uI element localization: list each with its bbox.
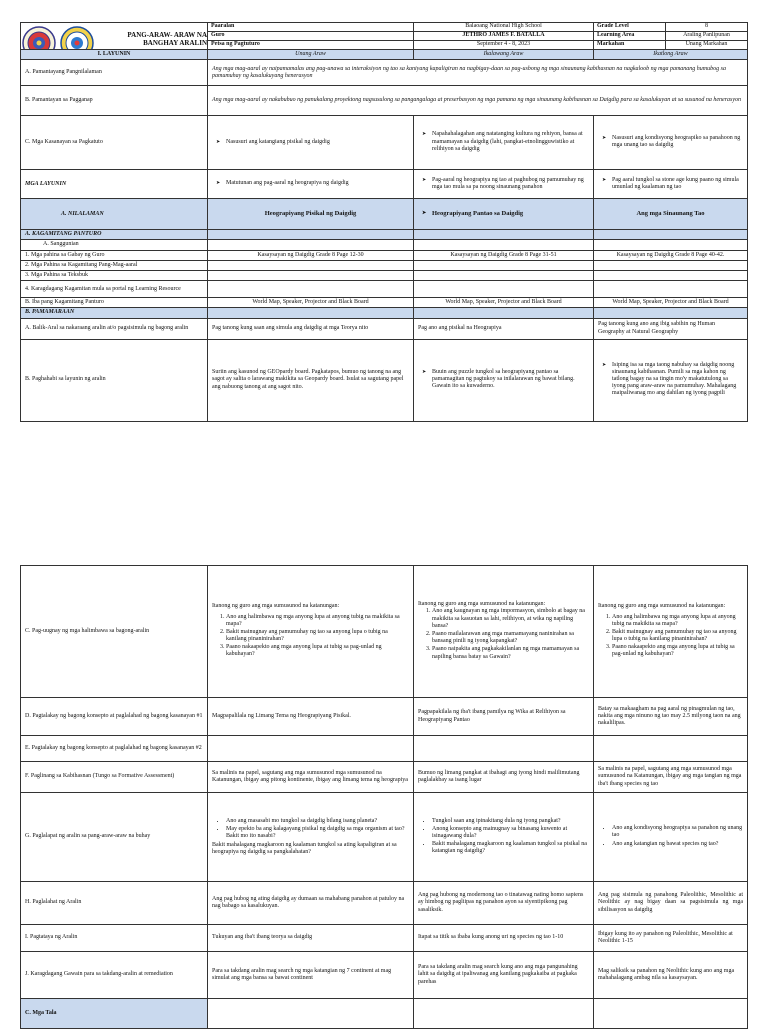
- gabay-day1: Kasaysayan ng Daigdig Grade 8 Page 12-30: [208, 250, 414, 260]
- header-logo-cell: [21, 23, 208, 50]
- f-label: F. Paglinang sa Kabihasnan (Tungo sa Formative Assessment): [21, 762, 208, 793]
- pag-ugnay-day3-q3: 3. Paano nakaapekto ang mga anyong lupa at tubig sa pag-unlad ng kabuhayan?: [612, 644, 743, 658]
- pag-ugnay-intro-day2: Itanong ng guro ang mga sumusunod na katanungan:: [418, 601, 546, 608]
- pagganap-text: Ang mga mag-aaral ay nakabubuo ng panukalang proyektong nagsusulong sa pangangalaga at preserbasyon ng mga pamana ng mga sinaunang kabihasnan sa Daigdig para sa kasalukuyan at sa susunod na henerasyon: [208, 86, 748, 116]
- pag-ugnay-day1-q3: 3. Paano nakaapekto ang mga anyong lupa at tubig sa pag-unlad ng kabuhayan?: [226, 644, 409, 658]
- g-day3-item1: • Ano ang kondisyong heograpiya sa panahon ng unang tao: [612, 825, 743, 839]
- pag-ugnay-day2-q1: 1. Ano ang kaugnayan ng mga impormasyon, simbolo at bagay na makikita sa kasuotan sa lahi, relihiyon, at wika ng napiling bansa?: [432, 608, 589, 630]
- iba-day2: World Map, Speaker, Projector and Black Board: [414, 298, 594, 308]
- d-label: D. Pagtalakay ng bagong konsepto at paglalahad ng bagong kasanayan #1: [21, 698, 208, 736]
- f-day3: Sa malinis na papel, sagutang ang mga sumusunod mga sumusunod na Katanungan, ibigay ang mga tangian ng mga iba't ibang species ng tao: [594, 762, 748, 793]
- kasanayan-day1: ➤ Nasusuri ang katangiang pisikal ng daigdig: [226, 139, 409, 146]
- h-day2: Ang pag hubong ng modernong tao o tinatawag nating homo sapiens ay himbog ng pagliipas ng panahon ayon sa siyentipikong pag sasaliksik.: [414, 882, 594, 925]
- paghahabi-day1: Suriin ang kasunod ng GEOpardy board. Pagkatapos, bumuo ng tanong na ang sagot ay salita o larawang makikita sa Geopardy board. Isulat sa sagutang papel ang nabuong tanong at ang sagot nito.: [208, 339, 414, 421]
- pamantayan-label: A. Pamantayang Pangnilalaman: [21, 60, 208, 86]
- g-label: G. Paglalapat ng aralin sa pang-araw-araw na buhay: [21, 793, 208, 882]
- plan-title-line1: PANG-ARAW- ARAW NA: [127, 30, 207, 39]
- j-label: J. Karagdagang Gawain para sa takdang-aralin at remediation: [21, 952, 208, 999]
- date-value: September 4 - 8, 2023: [414, 41, 594, 50]
- mga-layunin-label: MGA LAYUNIN: [21, 170, 208, 199]
- gabay-day3: Kasaysayan ng Daigdig Grade 8 Page 40-42.: [594, 250, 748, 260]
- pag-ugnay-intro-day3: Itanong ng guro ang mga sumusunod na katanungan:: [598, 603, 726, 610]
- layunin-day2: ➤ Pag-aaral ng heograpiya ng tao at paghubog ng pamumuhay ng mga tao mula sa pa noong sinaunang panahon: [432, 177, 589, 191]
- balik-day3: Pag tanong kung ano ang ibig sabihin ng Human Geography at Natural Geography: [594, 318, 748, 339]
- sanggunian-label: A. Sanggunian: [21, 240, 208, 250]
- balik-day2: Pag ano ang pisikal na Heograpiya: [414, 318, 594, 339]
- f-day1: Sa malinis na papel, sagutang ang mga sumusunod mga sumusunod na Katanungan, ibigay ang pitong kontinente, ibigay ang limang tema ng heograpiya: [208, 762, 414, 793]
- paghahabi-day3: ➤ Isiping isa sa mga taong nabuhay sa daigdig noong sinaunang kabihasnan. Pumili sa mga kahon ng tatlong bagay na sa tingin mo'y makatutulong sa iyong pang araw-araw na pamumuhay. Mahalagang maipaliwanag mo ang dahilan ng iyong pagpili: [612, 362, 743, 398]
- lr-label: 4. Karagdagang Kagamitan mula sa portal ng Learning Resource: [21, 281, 208, 298]
- quarter-label: Markahan: [594, 41, 666, 50]
- h-day1: Ang pag hubog ng ating daigdig ay dumaan sa mahabang panahon at patuloy na nag babago sa kasalukuyan.: [208, 882, 414, 925]
- pag-ugnay-day3-q2: 2. Bakit mainugnay ang pamumuhay ng tao sa anyong lupa o tubig na kanilang pinaninirahan?: [612, 629, 743, 643]
- kagamitan-label: A. KAGAMITANG PANTURO: [21, 230, 208, 240]
- plan-title-line2: BANGHAY ARALIN: [143, 39, 207, 47]
- d-day2: Pagpapakilala ng iba't ibang pamilya ng Wika at Relihiyon sa Heograpiyang Pantao: [414, 698, 594, 736]
- d-day1: Magpapalilala ng Limang Tema ng Heograpiyang Pisikal.: [208, 698, 414, 736]
- teksbuk-label: 3. Mga Pahina sa Teksbuk: [21, 270, 208, 280]
- h-day3: Ang pag sisimula ng panahong Paleolithic, Mesolithic at Neolithic ay nag bigay daan sa pagsisimula ng mga sibilisasyon sa daigdig: [594, 882, 748, 925]
- g-day1-item2: • May epekto ba ang kalagayang pisikal ng daigdig sa mga organism at tao? Bakit mo ito nasabi?: [226, 826, 409, 840]
- g-day2-item1: • Tungkol saan ang ipinakitang dula ng iyong pangkat?: [432, 818, 589, 825]
- iba-day1: World Map, Speaker, Projector and Black Board: [208, 298, 414, 308]
- paghahabi-label: B. Paghahabi sa layunin ng aralin: [21, 339, 208, 421]
- nilalaman-label: A. NILALAMAN: [21, 199, 208, 230]
- day3-header: Ikatlong Araw: [594, 50, 748, 60]
- gabay-label: 1. Mga pahina sa Gabay ng Guro: [21, 250, 208, 260]
- pag-ugnay-day1-q2: 2. Bakit mainugnay ang pamumuhay ng tao sa anyong lupa o tubig na kanilang pinaninirahan?: [226, 629, 409, 643]
- i-day1: Tukuyan ang iba't ibang teorya sa daigdig: [208, 925, 414, 952]
- i-day2: Itapat sa titik sa ibaba kung anong uri ng species ng tao 1-10: [414, 925, 594, 952]
- layunin-day1: ➤ Matutunan ang pag-aaral ng heograpiya ng daigdig: [226, 180, 409, 187]
- kasanayan-label: C. Mga Kasanayan sa Pagkatuto: [21, 116, 208, 170]
- g-day1-after: Bakit mahalagang magkaroon ng kaalaman tungkol sa ating kapaligiran at sa heograpiya ng daigdig sa pangkalahatan?: [212, 841, 397, 855]
- f-day2: Bumuo ng limang pangkat at ibahagi ang iyong hindi malilimutang paglalakbay sa isang lugar: [414, 762, 594, 793]
- g-day3-item2: • Ano ang katangian ng bawat species ng tao?: [612, 841, 743, 848]
- pag-ugnay-day2-q3: 3. Paano naipakita ang pagkakakilanlan ng mga mamamayan sa napiling bansa batay sa Gawain?: [432, 646, 589, 660]
- balik-label: A. Balik-Aral sa nakaraang aralin at/o pagsisimula ng bagong aralin: [21, 318, 208, 339]
- pamantayan-text: Ang mga mag-aaral ay naipamamalas ang pag-unawa sa interaksiyon ng tao sa kaniyang kapaligiran na nagbigay-daan sa pag-usbong ng mga sinaunang kabihasnan na nagkaloob ng mga pamanang humubog sa pamumuhay ng kasalukuyang henerasyon: [208, 60, 748, 86]
- section-layunin: I. LAYUNIN: [21, 50, 208, 60]
- j-day3: Mag saliksik sa panahon ng Neolithic kung ano ang mga mahahalagang ambag nila sa kasaysayan.: [594, 952, 748, 999]
- pag-ugnay-intro-day1: Itanong ng guro ang mga sumusunod na katanungan:: [212, 603, 340, 610]
- iba-label: B. Iba pang Kagamitang Panturo: [21, 298, 208, 308]
- kasanayan-day3: ➤ Nasusuri ang kondisyong heograpiko sa panahoon ng mga unang tao sa daigdig: [612, 135, 743, 149]
- nilalaman-day1: Heograpiyang Pisikal ng Daigdig: [208, 199, 414, 230]
- kasanayan-day2: ➤ Napahahalagahan ang natatanging kultura ng rehiyon, bansa at mamamayan sa daigdig (lahi, pangkat-etnolingguwistiko at relihiyon sa daigdig: [432, 131, 589, 153]
- nilalaman-day3: Ang mga Sinaunang Tao: [594, 199, 748, 230]
- pag-ugnay-day2-q2: 2. Paano mailalarawan ang mga mamamayang naninirahan sa bansang pinili ng iyong kapangkat?: [432, 631, 589, 645]
- j-day2: Para sa takdang aralin mag search kung ano ang mga pangunahing lahit sa daigdig at ipaliwanag ang kanilang pagkakaiba at pagkaka parehas: [414, 952, 594, 999]
- teacher-label: Guro: [208, 32, 414, 41]
- teacher-value: JETHRO JAMES F. BATALLA: [414, 32, 594, 41]
- kagamitan-ma-label: 2. Mga Pahina sa Kagamitang Pang-Mag-aaral: [21, 260, 208, 270]
- school-label: Paaralan: [208, 23, 414, 32]
- i-day3: Ibigay kung ito ay panahon ng Paleolithic, Mesolithic at Neolithic 1-15: [594, 925, 748, 952]
- day1-header: Unang Araw: [208, 50, 414, 60]
- j-day1: Para sa takdang aralin mag search ng mga katangian ng 7 continent at mag simulat ang mga bansa sa bawat continent: [208, 952, 414, 999]
- h-label: H. Paglalahat ng Aralin: [21, 882, 208, 925]
- balik-day1: Pag tanong kung saan ang simula ang daigdig at mga Teorya nito: [208, 318, 414, 339]
- g-day1-item1: • Ano ang masasabi mo tungkol sa daigdig bilang isang planeta?: [226, 818, 409, 825]
- layunin-day3: ➤ Pag aaral tungkol sa stone age kung paano ng simula umunlad ng kaalaman ng tao: [612, 177, 743, 191]
- quarter-value: Unang Markahan: [666, 41, 748, 50]
- area-value: Araling Panlipunan: [666, 32, 748, 41]
- pagganap-label: B. Pamantayan sa Pagganap: [21, 86, 208, 116]
- lesson-plan-table-bottom: [20, 565, 748, 1029]
- pag-ugnay-day3-q1: 1. Ano ang halimbawa ng mga anyong lupa at anyong tubig na makikita sa mapa?: [612, 614, 743, 628]
- gabay-day2: Kasaysayan ng Daigdig Grade 8 Page 31-51: [414, 250, 594, 260]
- g-day2-item2: • Anong konsepto ang mainugnay sa binasang kuwento at isinagawang dula?: [432, 826, 589, 840]
- e-label: E. Pagtalakay ng bagong konsepto at paglalahad ng bagong kasanayan #2: [21, 736, 208, 762]
- i-label: I. Pagtataya ng Aralin: [21, 925, 208, 952]
- paghahabi-day2: ➤ Buuin ang puzzle tungkol sa heograpiyang pantao sa pamamagitan ng pagtukoy sa inilalarawan ng bawat bilang. Gawain ito sa kuwaderno.: [432, 369, 589, 391]
- nilalaman-day2: ➤ Heograpiyang Pantao sa Daigdig: [432, 210, 589, 218]
- grade-value: 8: [666, 23, 748, 32]
- date-label: Petsa ng Pagtuturo: [208, 41, 414, 50]
- school-value: Balaoang National High School: [414, 23, 594, 32]
- grade-label: Grade Level: [594, 23, 666, 32]
- day2-header: Ikalawang Araw: [414, 50, 594, 60]
- pamamaraan-label: B. PAMAMARAAN: [21, 308, 208, 318]
- lesson-plan-table-top: [20, 22, 748, 422]
- tala-label: C. Mga Tala: [21, 999, 208, 1029]
- iba-day3: World Map, Speaker, Projector and Black Board: [594, 298, 748, 308]
- area-label: Learning Area: [594, 32, 666, 41]
- pag-ugnay-label: C. Pag-uugnay ng mga halimbawa sa bagong-aralin: [21, 566, 208, 698]
- pag-ugnay-day1-q1: 1. Ano ang halimbawa ng mga anyong lupa at anyong tubig na makikita sa mapa?: [226, 614, 409, 628]
- d-day3: Batay sa makaagham na pag aaral ng pinagmulan ng tao, nakita ang mga ninuno ng tao may 2.5 milyong taon na ang nakalilipas.: [594, 698, 748, 736]
- g-day2-item3: • Bakit mahalagang magkaroon ng kaalaman tungkol sa pisikal na katangian ng daigdig?: [432, 841, 589, 855]
